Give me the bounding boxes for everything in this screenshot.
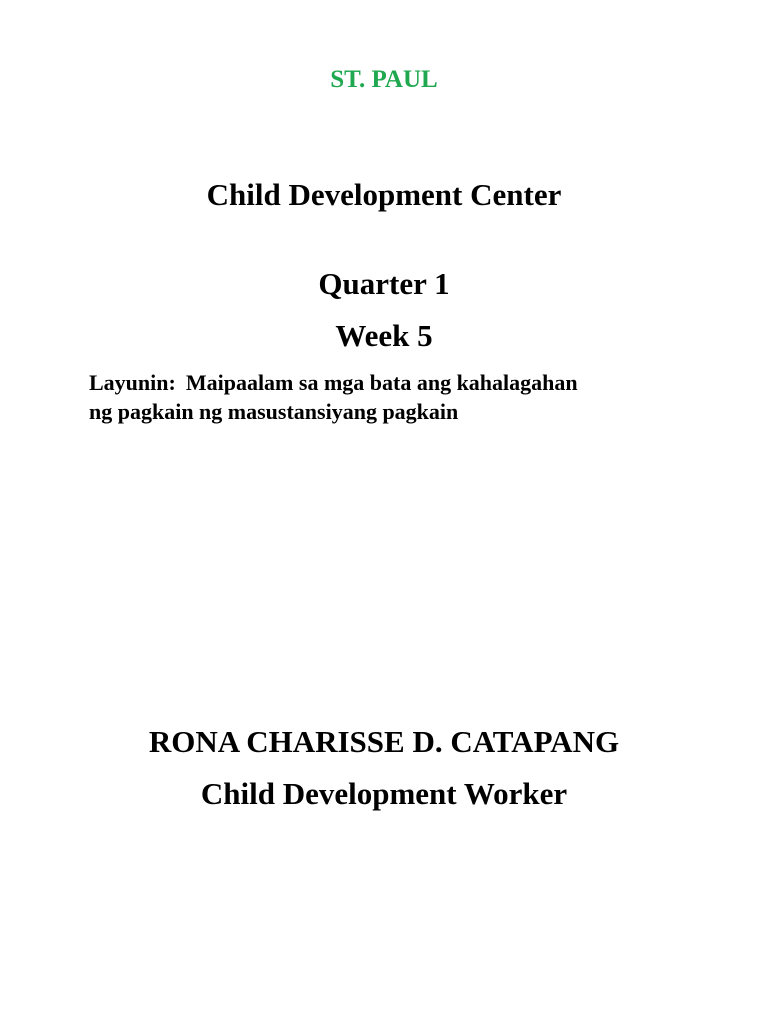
objective-line-1: [89, 368, 689, 397]
week-heading: Week 5: [335, 318, 433, 353]
quarter-heading: Quarter 1: [318, 266, 450, 301]
school-name: ST. PAUL: [330, 66, 438, 93]
objective-text-1: Maipaalam sa mga bata ang kahalagahan: [185, 370, 578, 395]
worker-role: Child Development Worker: [200, 776, 568, 811]
center-title: Child Development Center: [206, 177, 562, 212]
objective-line-2: ng pagkain ng masustansiyang pagkain: [89, 399, 459, 424]
objective-label: Layunin:: [89, 370, 176, 395]
worker-name: RONA CHARISSE D. CATAPANG: [148, 724, 620, 759]
objective-block: [89, 368, 689, 426]
